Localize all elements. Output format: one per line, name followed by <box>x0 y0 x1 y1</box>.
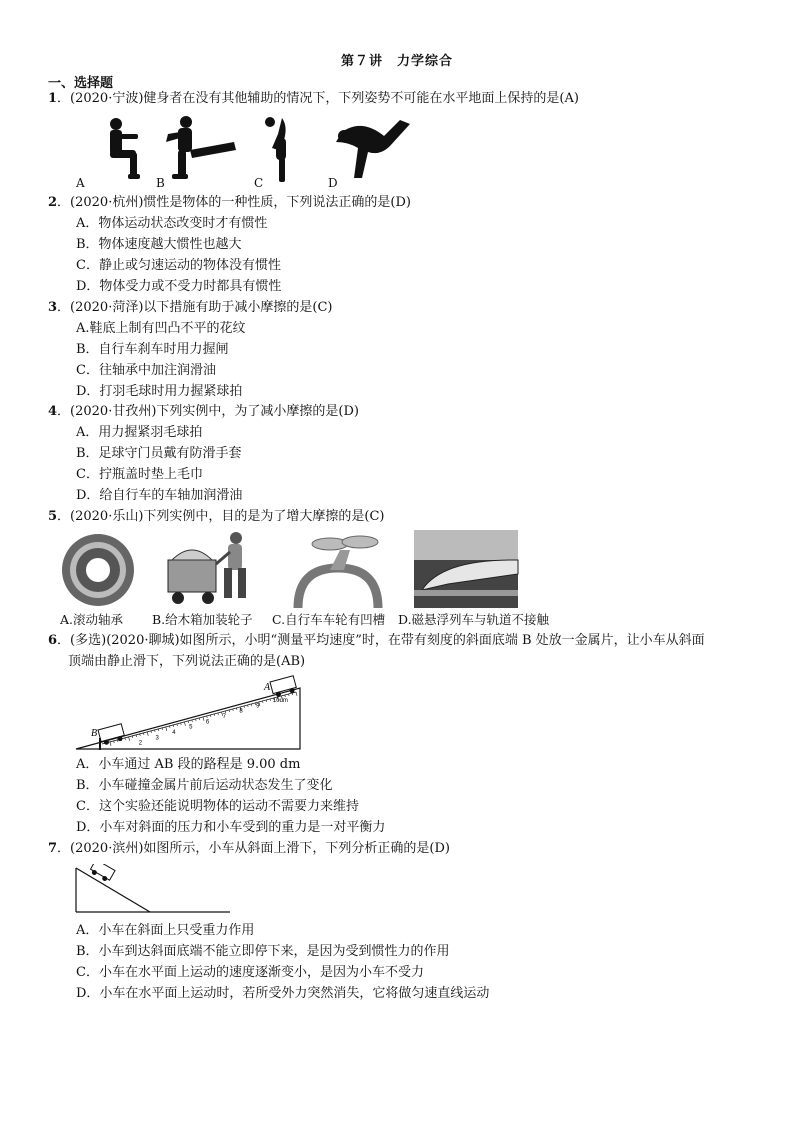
q1-figure <box>74 112 434 194</box>
ruler-tick <box>248 705 249 707</box>
cart-bottom <box>98 724 125 746</box>
ruler-tick <box>225 711 226 713</box>
ruler-tick-label: 10dm <box>272 698 288 704</box>
ruler-tick <box>192 720 193 722</box>
question-text: ．(多选)(2020·聊城)如图所示，小明“测量平均速度”时，在带有刻度的斜面底端 B 处放一金属片，让小车从斜面 <box>57 633 705 648</box>
question-2 <box>48 194 411 212</box>
q4-option-a: A．用力握紧羽毛球拍 <box>76 425 203 440</box>
bicycle-wheel-image <box>298 536 378 608</box>
q1-label-c: C <box>254 176 264 190</box>
page-title: 第７讲 力学综合 <box>340 54 453 69</box>
ruler-tick-label: 3 <box>155 735 159 742</box>
q5-figure <box>60 530 530 610</box>
question-text: ．(2020·乐山)下列实例中，目的是为了增大摩擦的是(C) <box>57 509 385 524</box>
q2-option-c: C．静止或匀速运动的物体没有惯性 <box>76 258 281 273</box>
question-number: 1 <box>48 91 58 106</box>
ruler-tick <box>158 729 159 731</box>
q7-option-d: D．小车在水平面上运动时，若所受外力突然消失，它将做匀速直线运动 <box>76 986 490 1001</box>
ruler-tick <box>188 721 189 723</box>
q2-option-b: B．物体速度越大惯性也越大 <box>76 237 242 252</box>
ruler-tick <box>170 726 171 728</box>
pose-b-image <box>166 116 236 179</box>
section-heading: 一、选择题 <box>48 76 114 91</box>
question-text: ．(2020·甘孜州)下列实例中，为了减小摩擦的是(D) <box>57 404 359 419</box>
bearing-image <box>62 534 134 606</box>
question-number: 6 <box>48 633 58 648</box>
point-b-label: B <box>91 728 98 739</box>
q5-caption-d: D.磁悬浮列车与轨道不接触 <box>398 612 550 627</box>
ruler-tick <box>166 727 167 731</box>
q2-option-d: D．物体受力或不受力时都具有惯性 <box>76 279 282 294</box>
q3-option-b: B．自行车刹车时用力握闸 <box>76 342 229 357</box>
ruler-tick <box>263 701 264 703</box>
ruler-tick <box>251 704 252 706</box>
ruler-tick <box>207 716 208 718</box>
q5-caption-b: B.给木箱加装轮子 <box>152 612 253 627</box>
question-6-continued: 顶端由静止滑下，下列说法正确的是(AB) <box>68 654 306 669</box>
ruler-tick-label: 7 <box>222 714 226 720</box>
question-3 <box>48 299 333 317</box>
ruler-tick <box>270 699 271 701</box>
ruler-tick-label: 4 <box>172 730 176 736</box>
ruler-tick <box>162 728 163 730</box>
question-1 <box>48 90 579 108</box>
ruler-tick <box>143 733 144 735</box>
question-5 <box>48 508 385 526</box>
q3-option-d: D．打羽毛球时用力握紧球拍 <box>76 384 243 399</box>
ruler-tick <box>285 695 286 697</box>
question-text: ．(2020·杭州)惯性是物体的一种性质，下列说法正确的是(D) <box>57 195 411 210</box>
question-text: ．(2020·菏泽)以下措施有助于减小摩擦的是(C) <box>57 300 333 315</box>
ruler-tick <box>151 731 152 733</box>
ruler-tick <box>236 708 237 710</box>
q6-option-c: C．这个实验还能说明物体的运动不需要力来维持 <box>76 799 359 814</box>
q1-label-b: B <box>156 176 165 190</box>
question-number: 4 <box>48 404 58 419</box>
point-a-label: A <box>264 682 271 693</box>
ruler-tick <box>203 717 204 721</box>
ruler-tick <box>110 742 111 746</box>
ruler-tick <box>173 725 174 727</box>
ruler-tick <box>147 732 148 736</box>
question-6 <box>48 632 705 650</box>
incline-ruler-diagram <box>74 672 314 752</box>
q4-option-b: B．足球守门员戴有防滑手套 <box>76 446 242 461</box>
ruler-tick-label: 2 <box>138 740 143 747</box>
pose-d-image <box>336 120 410 178</box>
ruler-tick <box>129 737 130 741</box>
q5-caption-a: A.滚动轴承 <box>60 612 124 627</box>
q1-label-d: D <box>328 176 338 190</box>
ruler-tick <box>218 713 219 715</box>
ruler-tick <box>266 700 267 702</box>
q3-option-c: C．往轴承中加注润滑油 <box>76 363 216 378</box>
ruler-tick <box>155 730 156 732</box>
pose-a-image <box>110 118 140 179</box>
ruler-tick <box>296 692 297 696</box>
q6-incline-figure <box>74 672 314 752</box>
q4-option-d: D．给自行车的车轴加润滑油 <box>76 488 243 503</box>
ruler-tick <box>140 734 141 736</box>
box-wheels-image <box>168 532 246 604</box>
q6-option-a: A．小车通过 AB 段的路程是 9.00 dm <box>76 757 301 772</box>
question-number: 2 <box>48 195 58 210</box>
q5-caption-c: C.自行车车轮有凹槽 <box>272 612 386 627</box>
q7-incline-figure <box>74 864 234 916</box>
ruler-tick-label: 6 <box>205 719 210 726</box>
q7-option-c: C．小车在水平面上运动的速度逐渐变小，是因为小车不受力 <box>76 965 424 980</box>
ruler-tick <box>196 719 197 721</box>
ruler-tick <box>184 722 185 726</box>
ruler-tick-label: 5 <box>189 724 193 731</box>
ruler-tick <box>244 706 245 708</box>
ruler-tick <box>214 714 215 716</box>
q2-option-a: A．物体运动状态改变时才有惯性 <box>76 216 268 231</box>
ruler-tick <box>132 736 133 738</box>
ruler-tick <box>199 718 200 720</box>
q4-option-c: C．拧瓶盖时垫上毛巾 <box>76 467 203 482</box>
q3-option-a: A.鞋底上制有凹凸不平的花纹 <box>76 321 246 336</box>
ruler-tick <box>136 735 137 737</box>
ruler-tick <box>229 710 230 712</box>
ruler-tick <box>117 740 118 742</box>
question-number: 7 <box>48 841 58 856</box>
ruler-tick <box>114 741 115 743</box>
ruler-tick <box>210 715 211 717</box>
question-7 <box>48 840 450 858</box>
pose-c-image <box>265 117 286 182</box>
ruler-tick <box>181 723 182 725</box>
question-text: ．(2020·滨州)如图所示，小车从斜面上滑下，下列分析正确的是(D) <box>57 841 450 856</box>
ruler-tick <box>125 738 126 740</box>
question-number: 5 <box>48 509 58 524</box>
cart-on-incline <box>89 864 115 883</box>
ruler-tick-label: 8 <box>239 708 243 715</box>
friction-examples-image <box>60 530 530 610</box>
question-text: ．(2020·宁波)健身者在没有其他辅助的情况下，下列姿势不可能在水平地面上保持的是(A) <box>57 91 579 106</box>
ruler-tick <box>233 709 234 711</box>
question-number: 3 <box>48 300 58 315</box>
ruler-tick-label: 9 <box>256 703 260 710</box>
q7-option-b: B．小车到达斜面底端不能立即停下来，是因为受到惯性力的作用 <box>76 944 450 959</box>
q6-option-b: B．小车碰撞金属片前后运动状态发生了变化 <box>76 778 333 793</box>
maglev-train-image <box>414 530 518 608</box>
q7-option-a: A．小车在斜面上只受重力作用 <box>76 923 255 938</box>
incline-to-plane-diagram <box>74 864 234 916</box>
q1-label-a: A <box>76 176 85 190</box>
q6-option-d: D．小车对斜面的压力和小车受到的重力是一对平衡力 <box>76 820 386 835</box>
question-4 <box>48 403 359 421</box>
ruler-tick <box>177 724 178 726</box>
